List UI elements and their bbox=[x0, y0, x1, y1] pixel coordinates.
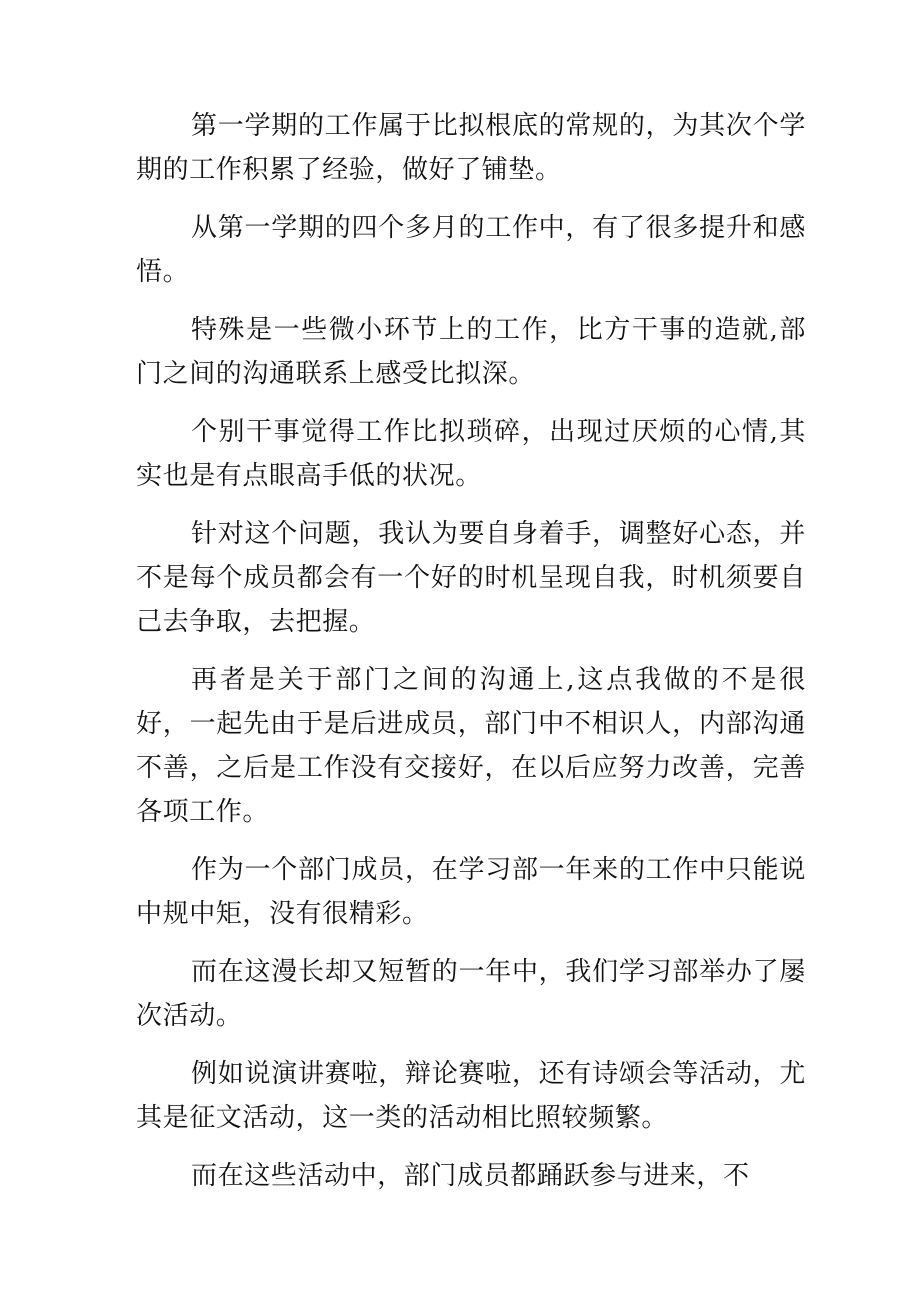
paragraph-10: 而在这些活动中，部门成员都踊跃参与进来，不 bbox=[191, 1161, 750, 1191]
document-body bbox=[136, 104, 806, 1212]
paragraph-2: 从第一学期的四个多月的工作中，有了很多提升和感悟。 bbox=[136, 213, 806, 287]
paragraph-8: 而在这漫长却又短暂的一年中，我们学习部举办了屡次活动。 bbox=[136, 957, 806, 1031]
paragraph-6: 再者是关于部门之间的沟通上,这点我做的不是很好，一起先由于是后进成员，部门中不相识人，内部沟通不善，之后是工作没有交接好，在以后应努力改善，完善各项工作。 bbox=[136, 665, 806, 827]
paragraph-5: 针对这个问题，我认为要自身着手，调整好心态，并不是每个成员都会有一个好的时机呈现自我，时机须要自己去争取，去把握。 bbox=[136, 519, 806, 637]
paragraph-3: 特殊是一些微小环节上的工作，比方干事的造就,部门之间的沟通联系上感受比拟深。 bbox=[136, 315, 806, 389]
paragraph-4: 个别干事觉得工作比拟琐碎，出现过厌烦的心情,其实也是有点眼高手低的状况。 bbox=[136, 417, 806, 491]
paragraph-1: 第一学期的工作属于比拟根底的常规的，为其次个学期的工作积累了经验，做好了铺垫。 bbox=[136, 111, 806, 185]
paragraph-9: 例如说演讲赛啦，辩论赛啦，还有诗颂会等活动，尤其是征文活动，这一类的活动相比照较频繁。 bbox=[136, 1059, 806, 1133]
paragraph-7: 作为一个部门成员，在学习部一年来的工作中只能说中规中矩，没有很精彩。 bbox=[136, 855, 806, 929]
